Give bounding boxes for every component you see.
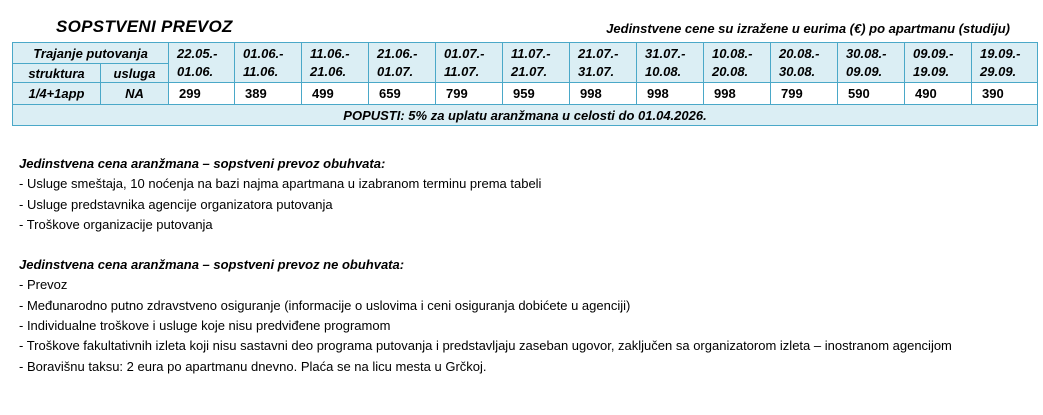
price-cell: 499 xyxy=(302,83,369,105)
notes xyxy=(19,154,952,377)
period-start: 21.07.- xyxy=(578,45,619,61)
period-start: 09.09.- xyxy=(913,45,954,61)
period-header xyxy=(905,43,972,83)
period-end: 31.07. xyxy=(578,63,615,79)
period-end: 01.06. xyxy=(177,63,214,79)
period-start: 01.07.- xyxy=(444,45,485,61)
period-end: 20.08. xyxy=(712,63,749,79)
period-start: 21.06.- xyxy=(377,45,418,61)
period-header xyxy=(570,43,637,83)
period-header xyxy=(503,43,570,83)
period-end: 09.09. xyxy=(846,63,883,79)
period-start: 19.09.- xyxy=(980,45,1021,61)
period-end: 10.08. xyxy=(645,63,682,79)
structure-value: 1/4+1app xyxy=(13,83,101,105)
price-cell: 590 xyxy=(838,83,905,105)
price-cell: 959 xyxy=(503,83,570,105)
discount-text: POPUSTI: 5% za uplatu aranžmana u celosti do 01.04.2026. xyxy=(13,105,1038,126)
service-value: NA xyxy=(101,83,169,105)
excludes-heading: Jedinstvena cena aranžmana – sopstveni prevoz ne obuhvata: xyxy=(19,257,405,273)
period-start: 31.07.- xyxy=(645,45,686,61)
period-header xyxy=(704,43,771,83)
period-end: 11.07. xyxy=(444,63,480,79)
period-start: 11.07.- xyxy=(511,45,551,61)
list-item: - Individualne troškove i usluge koje nisu predviđene programom xyxy=(19,318,391,334)
price-cell: 299 xyxy=(169,83,235,105)
price-cell: 998 xyxy=(704,83,771,105)
period-end: 29.09. xyxy=(980,63,1017,79)
duration-label: Trajanje putovanja xyxy=(13,43,169,64)
price-cell: 389 xyxy=(235,83,302,105)
period-end: 01.07. xyxy=(377,63,414,79)
page-title: SOPSTVENI PREVOZ xyxy=(56,17,233,36)
period-header xyxy=(235,43,302,83)
period-start: 22.05.- xyxy=(177,45,218,61)
period-header xyxy=(972,43,1038,83)
period-start: 20.08.- xyxy=(779,45,820,61)
price-cell: 998 xyxy=(570,83,637,105)
period-start: 30.08.- xyxy=(846,45,887,61)
period-header xyxy=(637,43,704,83)
price-cell: 799 xyxy=(771,83,838,105)
period-header xyxy=(436,43,503,83)
price-table xyxy=(12,42,1038,126)
list-item: - Usluge smeštaja, 10 noćenja na bazi najma apartmana u izabranom terminu prema tabeli xyxy=(19,176,542,192)
service-label: usluga xyxy=(101,64,169,83)
price-cell: 799 xyxy=(436,83,503,105)
excludes-list xyxy=(19,275,952,376)
period-header xyxy=(302,43,369,83)
period-end: 30.08. xyxy=(779,63,816,79)
price-cell: 390 xyxy=(972,83,1038,105)
period-end: 19.09. xyxy=(913,63,950,79)
list-item: - Troškove organizacije putovanja xyxy=(19,216,213,232)
includes-heading: Jedinstvena cena aranžmana – sopstveni prevoz obuhvata: xyxy=(19,156,386,171)
period-end: 11.06. xyxy=(243,63,279,79)
period-header xyxy=(838,43,905,83)
list-item: - Prevoz xyxy=(19,277,68,293)
list-item: - Međunarodno putno zdravstveno osiguranje (informacije o uslovima i ceni osiguranja dobićete u agenciji) xyxy=(19,297,631,313)
price-cell: 490 xyxy=(905,83,972,105)
list-item: - Usluge predstavnika agencije organizatora putovanja xyxy=(19,196,333,212)
structure-label: struktura xyxy=(13,64,101,83)
period-start: 10.08.- xyxy=(712,45,753,61)
period-header xyxy=(771,43,838,83)
price-cell: 998 xyxy=(637,83,704,105)
discount-row xyxy=(13,105,1038,126)
list-item: - Troškove fakultativnih izleta koji nisu sastavni deo programa putovanja i predstavljaju zaseban ugovor, zaključen sa organizatorom izleta – inostranom agencijom xyxy=(19,338,952,354)
period-start: 01.06.- xyxy=(243,45,284,61)
period-end: 21.06. xyxy=(310,63,347,79)
list-item: - Boravišnu taksu: 2 eura po apartmanu dnevno. Plaća se na licu mesta u Grčkoj. xyxy=(19,358,487,374)
price-row xyxy=(13,83,1038,105)
period-header xyxy=(169,43,235,83)
price-cell: 659 xyxy=(369,83,436,105)
includes-list xyxy=(19,174,952,235)
header-row-duration xyxy=(13,43,1038,64)
price-note: Jedinstvene cene su izražene u eurima (€) po apartmanu (studiju) xyxy=(606,21,1010,36)
period-end: 21.07. xyxy=(511,63,548,79)
period-start: 11.06.- xyxy=(310,45,350,61)
period-header xyxy=(369,43,436,83)
